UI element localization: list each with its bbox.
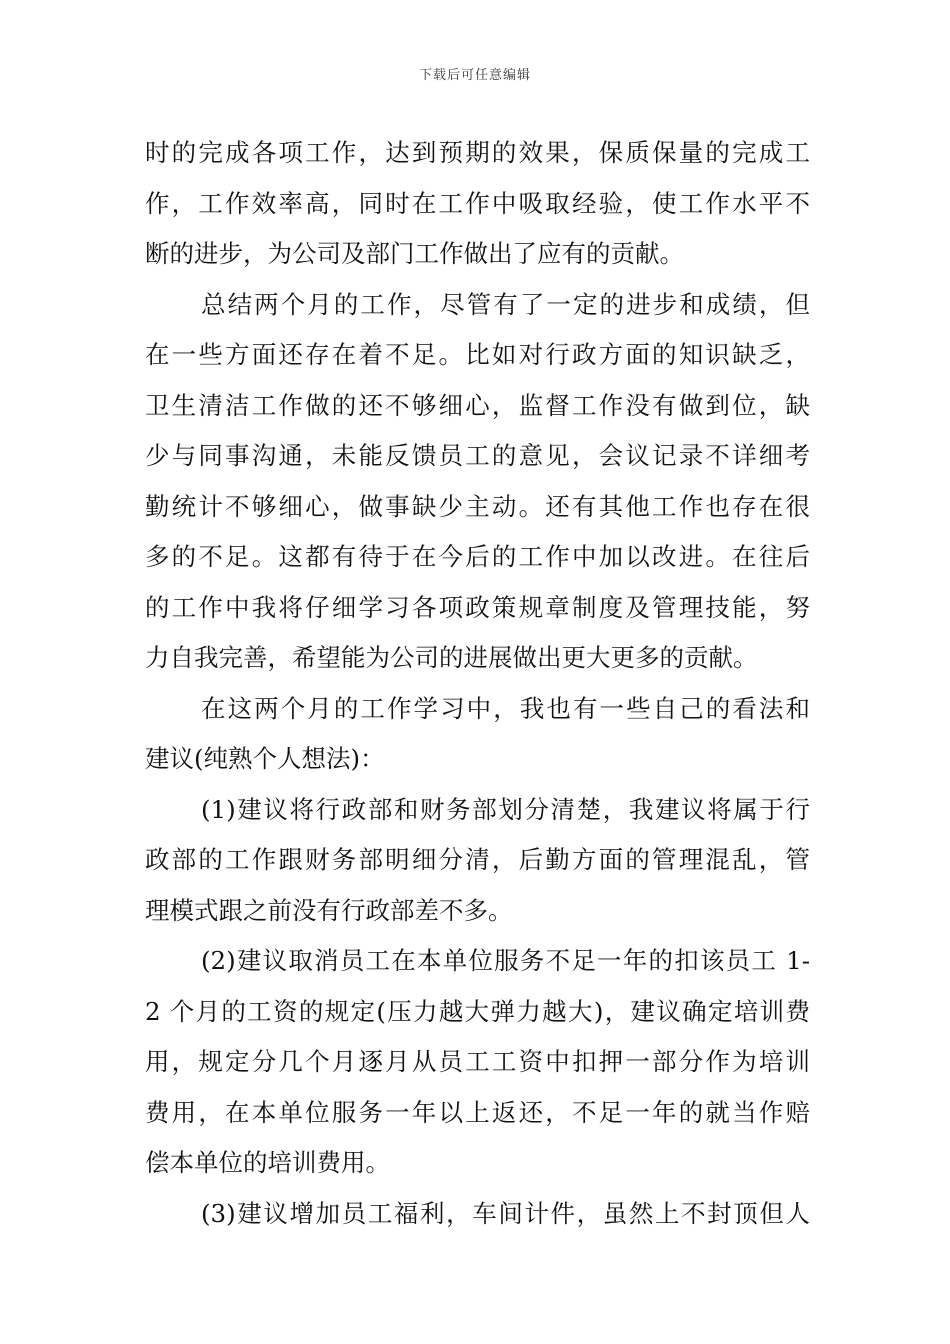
- text-line: 作，工作效率高，同时在工作中吸取经验，使工作水平不: [145, 188, 810, 218]
- text-line: 政部的工作跟财务部明细分清，后勤方面的管理混乱，管: [145, 845, 810, 874]
- text-line: 2 个月的工资的规定(压力越大弹力越大)，建议确定培训费: [145, 996, 810, 1026]
- text-line: 用，规定分几个月逐月从员工工资中扣押一部分作为培训: [145, 1047, 810, 1076]
- text-line: (1)建议将行政部和财务部划分清楚，我建议将属于行: [201, 794, 810, 824]
- page-header: 下载后可任意编辑: [418, 68, 531, 83]
- text-line: 力自我完善，希望能为公司的进展做出更大更多的贡献。: [145, 643, 758, 672]
- text-line: 多的不足。这都有待于在今后的工作中加以改进。在往后: [145, 542, 810, 571]
- text-line: 在一些方面还存在着不足。比如对行政方面的知识缺乏，: [145, 340, 810, 369]
- text-line: 的工作中我将仔细学习各项政策规章制度及管理技能，努: [145, 592, 810, 622]
- text-line: 少与同事沟通，未能反馈员工的意见，会议记录不详细考: [145, 441, 810, 470]
- document-body: [145, 128, 810, 1239]
- text-line: 在这两个月的工作学习中，我也有一些自己的看法和: [201, 693, 810, 723]
- text-line: 卫生清洁工作做的还不够细心，监督工作没有做到位，缺: [145, 390, 810, 420]
- text-line: 勤统计不够细心，做事缺少主动。还有其他工作也存在很: [145, 491, 810, 521]
- text-line: 费用，在本单位服务一年以上返还，不足一年的就当作赔: [145, 1097, 810, 1127]
- text-line: 理模式跟之前没有行政部差不多。: [145, 895, 513, 925]
- text-line: 偿本单位的培训费用。: [145, 1148, 390, 1177]
- text-line: 时的完成各项工作，达到预期的效果，保质保量的完成工: [145, 138, 810, 167]
- text-line: (2)建议取消员工在本单位服务不足一年的扣该员工 1-: [201, 946, 810, 975]
- text-line: 断的进步，为公司及部门工作做出了应有的贡献。: [145, 239, 684, 268]
- text-line: (3)建议增加员工福利，车间计件，虽然上不封顶但人: [201, 1198, 810, 1228]
- text-line: 总结两个月的工作，尽管有了一定的进步和成绩，但: [201, 289, 810, 319]
- text-line: 建议(纯熟个人想法)：: [145, 744, 385, 773]
